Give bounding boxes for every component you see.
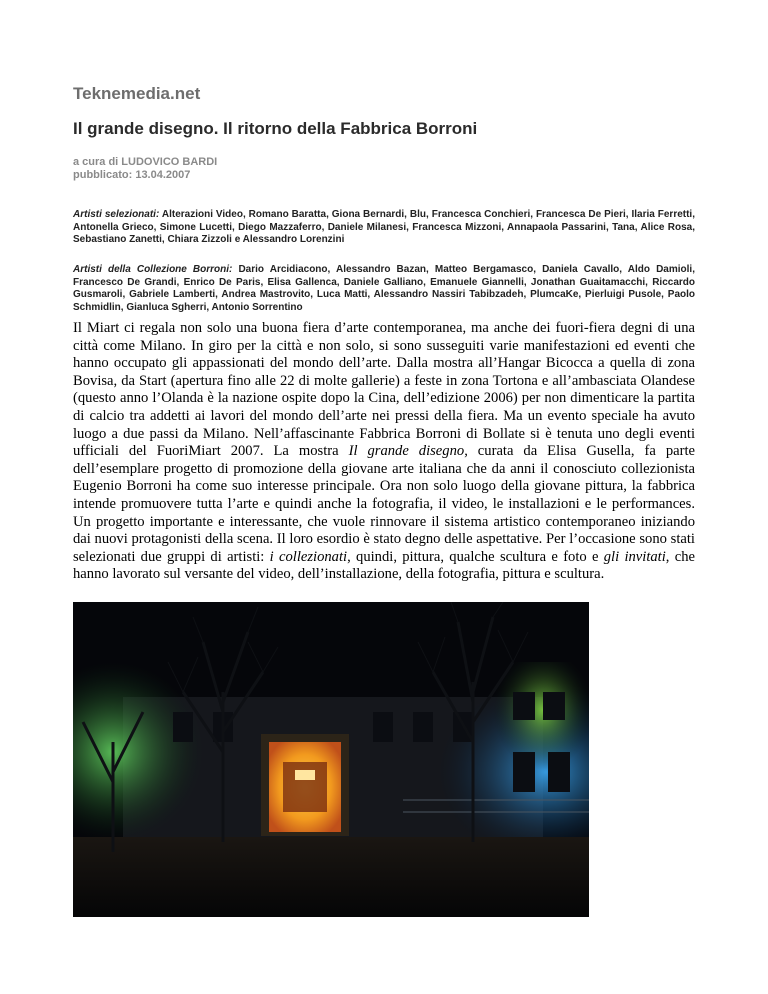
collection-artists-list: Dario Arcidiacono, Alessandro Bazan, Matteo Bergamasco, Daniela Cavallo, Aldo Damioli, Francesco De Grandi, Enrico De Paris, Elisa Gallenca, Daniele Galliano, Emanuele Giannelli, Jonathan Guaitamacchi, Riccardo Gusmaroli, Gabriele Lamberti, Andrea Mastrovito, Luca Matti, Alessandro Nassiri Tabibzadeh, PlumcaKe, Pierluigi Pusole, Paolo Schmidlin, Gianluca Sgherri, Antonio Sorrentino: [73, 264, 695, 313]
green-light-right: [493, 662, 589, 782]
site-name: Teknemedia.net: [73, 84, 201, 103]
article-body: [73, 320, 695, 584]
night-factory-illustration: [73, 602, 589, 917]
article-curator: a cura di LUDOVICO BARDI: [73, 156, 218, 168]
article-meta: [73, 156, 217, 182]
body-part-4: , che hanno lavorato sul versante del video, dell’installazione, della fotografia, pittura e scultura.: [73, 548, 695, 583]
group-invitati: gli invitati: [603, 548, 666, 565]
body-part-1: Il Miart ci regala non solo una buona fiera d’arte contemporanea, ma anche dei fuori-fiera degni di una città come Milano. In giro per la città e non solo, si sono susseguiti varie manifestazioni ed eventi che hanno occupato gli appassionati del mondo dell’arte. Dalla mostra all’Hangar Bicocca a quella di zona Bovisa, da Start (apertura fino alle 22 di molte gallerie) a feste in zona Tortona e all’ambasciata Olandese (questo anno l’Olanda è la nazione ospite dopo la Cina, dell’edizione 2006) per non dimenticare la partita di calcio tra addetti ai lavori del mondo dell’arte nei pressi della fiera. Ma un evento speciale ha avuto luogo a due passi da Milano. Nell’affascinante Fabbrica Borroni di Bollate si è tenuta uno degli eventi ufficiali del FuoriMiart 2007. La mostra: [73, 320, 695, 460]
interior: [283, 762, 327, 812]
exhibition-photo: [73, 602, 589, 917]
body-part-3: , quindi, pittura, qualche scultura e foto e: [347, 548, 604, 565]
selected-artists: [73, 209, 695, 247]
selected-artists-label: Artisti selezionati:: [73, 209, 160, 220]
article-date: pubblicato: 13.04.2007: [73, 169, 191, 181]
selected-artists-list: Alterazioni Video, Romano Baratta, Giona Bernardi, Blu, Francesca Conchieri, Francesca De Pieri, Ilaria Ferretti, Antonella Grieco, Simone Lucetti, Diego Mazzaferro, Daniele Milanesi, Francesca Mizzoni, Annapaola Passarini, Tana, Alice Rosa, Sebastiano Zanetti, Chiara Zizzoli e Alessandro Lorenzini: [73, 209, 695, 246]
interior-light: [295, 770, 315, 780]
article-title: Il grande disegno. Il ritorno della Fabbrica Borroni: [73, 119, 478, 138]
group-collezionati: i collezionati: [269, 548, 348, 565]
ground: [73, 837, 589, 917]
exhibition-title: Il grande disegno: [348, 443, 465, 460]
collection-artists-label: Artisti della Collezione Borroni:: [73, 264, 233, 275]
collection-artists: [73, 264, 695, 314]
body-part-2: , curata da Elisa Gusella, fa parte dell’esemplare progetto di promozione della giovane arte italiana che da anni il conosciuto collezionista Eugenio Borroni ha come suo interesse principale. Ora non solo luogo della giovane pittura, la fabbrica intende promuovere tutta l’arte e quindi anche la fotografia, il video, le installazioni e le performances. Un progetto importante e interessante, che vuole rinnovare il sistema artistico contemporaneo iniziando dai nuovi protagonisti della scena. Il loro esordio è stato degno delle aspettative. Per l’occasione sono stati selezionati due gruppi di artisti:: [73, 443, 695, 565]
